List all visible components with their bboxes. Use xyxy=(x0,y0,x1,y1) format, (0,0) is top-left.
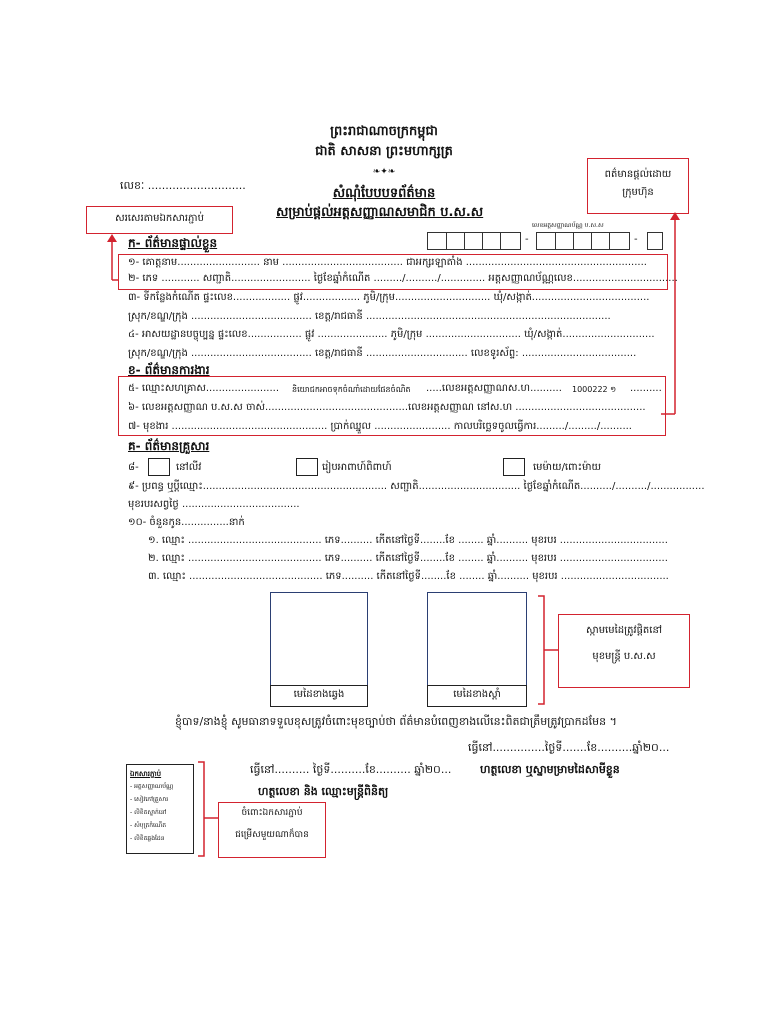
employer-id-value: 1000222 ១ xyxy=(572,385,617,394)
dash: - xyxy=(525,234,529,245)
member-number-box-1[interactable] xyxy=(427,232,521,250)
attachments-box xyxy=(126,764,194,854)
form-subtitle: សម្រាប់ផ្តល់អត្តសញ្ញាណសមាជិក ប.ស.ស xyxy=(276,205,484,220)
attachment-choice-text: ចំពោះឯកសារភ្ជាប់ ជម្រើសមួយណាក៏បាន xyxy=(235,808,309,840)
form-row[interactable]: ៩- ប្រពន្ធ ឬប្តីឈ្មោះ.......................................................... សញ្ជាតិ................................ ថ្ងៃខែឆ្នាំកំណើត........../........../................. xyxy=(128,481,705,492)
employer-stamp-hint: និយោជកអាចទុកចំណាំដោយផែនចំណិត xyxy=(292,385,411,394)
form-row[interactable]: ៥- ឈ្មោះសហគ្រាស....................... xyxy=(128,383,279,394)
form-row[interactable]: ៦- លេខអត្តសញ្ញាណ ប.ស.ស ចាស់.............................................លេខអត្តសញ្ញាណ នៅស.ហ ......................................... xyxy=(128,402,646,413)
write-per-document-note xyxy=(86,206,233,234)
section-b-title: ខ- ព័ត៌មានការងារ xyxy=(128,363,210,377)
form-row[interactable]: .......... xyxy=(630,383,662,394)
married-label: រៀបអាពាហ៍ពិពាហ៍ xyxy=(322,462,392,473)
bracket-connector xyxy=(196,760,220,860)
section-c-title: គ- ព័ត៌មានគ្រួសារ xyxy=(128,439,210,453)
form-row[interactable]: ៤- អាសយដ្ឋានបច្ចុប្បន្ន ផ្ទះលេខ................. ផ្លូវ ...................... ភូមិ/ក្រុម .............................. ឃុំ/សង្កាត់............................. xyxy=(128,329,655,340)
form-row[interactable]: ៣- ទីកន្លែងកំណើត ផ្ទះលេខ.................. ផ្លូវ.................. ភូមិ/ក្រុម.............................. ឃុំ/សង្កាត់..................................... xyxy=(128,292,650,303)
form-row[interactable]: ៧- មុខងារ ................................................. ប្រាក់ឈ្នួល ........................ កាលបរិច្ឆេទចូលធ្វើការ........./........./.......... xyxy=(128,421,632,432)
form-title: សំណុំបែបបទព័ត៌មាន xyxy=(332,186,436,201)
form-row[interactable]: ២- ភេទ ............ សញ្ជាតិ......................... ថ្ងៃខែឆ្នាំកំណើត ........./........../.............. អត្តសញ្ញាណប័ណ្ណលេខ................................. xyxy=(128,273,678,284)
signature-caption-left: ហត្ថលេខា និង ឈ្មោះមន្ត្រីពិនិត្យ xyxy=(258,785,389,798)
date-line-right[interactable]: ធ្វើនៅ...............ថ្ងៃទី.......ខែ..........ឆ្នាំ២០... xyxy=(468,741,670,754)
marital-row-label: ៨- xyxy=(128,462,139,473)
form-row[interactable]: ស្រុក/ខណ្ឌ/ក្រុង ...................................... ខេត្ត/រាជធានី ............................................................................. xyxy=(128,311,611,322)
fingerprint-officer-note xyxy=(558,614,690,688)
attachment-item: - សៀវភៅគ្រួសារ xyxy=(130,796,169,803)
child-row[interactable]: ២. ឈ្មោះ .......................................... ភេទ.......... កើតនៅថ្ងៃទី........ខែ ........ ឆ្នាំ.......... មុខរបរ .................................. xyxy=(148,553,668,564)
form-row[interactable]: ១- គោត្តនាម.......................... នាម ...................................... ជាអក្សរឡាតាំង ......................................................... xyxy=(128,257,647,268)
fingerprint-officer-text: ស្កាមមេដៃត្រូវផ្តិតនៅ មុខមន្ត្រី ប.ស.ស xyxy=(586,625,662,662)
child-row[interactable]: ១. ឈ្មោះ .......................................... ភេទ.......... កើតនៅថ្ងៃទី........ខែ ........ ឆ្នាំ.......... មុខរបរ .................................. xyxy=(148,535,668,546)
child-row[interactable]: ៣. ឈ្មោះ .......................................... ភេទ.......... កើតនៅថ្ងៃទី........ខែ ........ ឆ្នាំ.......... មុខរបរ .................................. xyxy=(148,571,669,582)
attachments-title: ឯកសារភ្ជាប់ xyxy=(130,770,162,778)
widowed-checkbox[interactable] xyxy=(503,458,525,476)
form-row[interactable]: មុខរបរសព្វថ្ងៃ ..................................... xyxy=(128,499,300,510)
right-thumb-caption: មេដៃខាងស្តាំ xyxy=(427,685,527,707)
ornament: ❧✦❧ xyxy=(372,167,396,177)
arrow-connector xyxy=(100,232,120,292)
motto: ជាតិ សាសនា ព្រះមហាក្សត្រ xyxy=(315,144,453,159)
kingdom-title: ព្រះរាជាណាចក្រកម្ពុជា xyxy=(330,124,438,139)
member-number-box-2[interactable] xyxy=(536,232,630,250)
company-supplied-note xyxy=(587,158,689,214)
attachment-item: - លិខិតស្នាក់នៅ xyxy=(130,809,167,816)
single-label: នៅលីវ xyxy=(176,462,202,473)
single-checkbox[interactable] xyxy=(148,458,170,476)
document-number: លេខៈ ............................ xyxy=(120,179,246,192)
company-supplied-text: ពត៌មានផ្តល់ដោយ ក្រុមហ៊ុន xyxy=(604,169,672,198)
attachment-item: - សំបុត្រកំណើត xyxy=(130,822,167,829)
section-a-title: ក- ព័ត៌មានផ្ទាល់ខ្លួន xyxy=(128,236,218,250)
signature-caption-right: ហត្ថលេខា ឬស្នាមម្រាមដៃសាមីខ្លួន xyxy=(480,763,620,776)
date-line-left[interactable]: ធ្វើនៅ.......... ថ្ងៃទី..........ខែ.......... ឆ្នាំ២០... xyxy=(250,763,452,776)
form-row[interactable]: ១០- ចំនួនកូន...............នាក់ xyxy=(128,517,245,528)
write-per-document-text: សរសេរតាមឯកសារភ្ជាប់ xyxy=(115,213,204,224)
attachment-item: - អត្តសញ្ញាណប័ណ្ណ xyxy=(130,783,174,790)
declaration-text: ខ្ញុំបាទ/នាងខ្ញុំ សូមធានាទទួលខុសត្រូវចំពោះមុខច្បាប់ថា ព័ត៌មានបំពេញខាងលើនេះពិតជាត្រឹមត្រូវប្រាកដមែន ។ xyxy=(175,715,617,728)
attachment-item: - លិខិតឆ្លងដែន xyxy=(130,835,165,842)
left-thumb-caption: មេដៃខាងឆ្វេង xyxy=(270,685,368,707)
married-checkbox[interactable] xyxy=(296,458,318,476)
form-row[interactable]: .....លេខអត្តសញ្ញាណស.ហ.......... xyxy=(426,383,562,394)
form-row[interactable]: ស្រុក/ខណ្ឌ/ក្រុង ...................................... ខេត្ត/រាជធានី ................................ លេខទូរស័ព្ទ: .................................... xyxy=(128,348,637,359)
right-thumb-box xyxy=(427,592,527,686)
widowed-label: មេម៉ាយ/ពោះម៉ាយ xyxy=(533,462,602,473)
attachment-choice-note xyxy=(218,802,326,858)
left-thumb-box xyxy=(270,592,368,686)
member-number-caption: លេខអត្តសញ្ញាណប័ណ្ណ ប.ស.ស xyxy=(532,222,604,229)
dash: - xyxy=(634,234,638,245)
